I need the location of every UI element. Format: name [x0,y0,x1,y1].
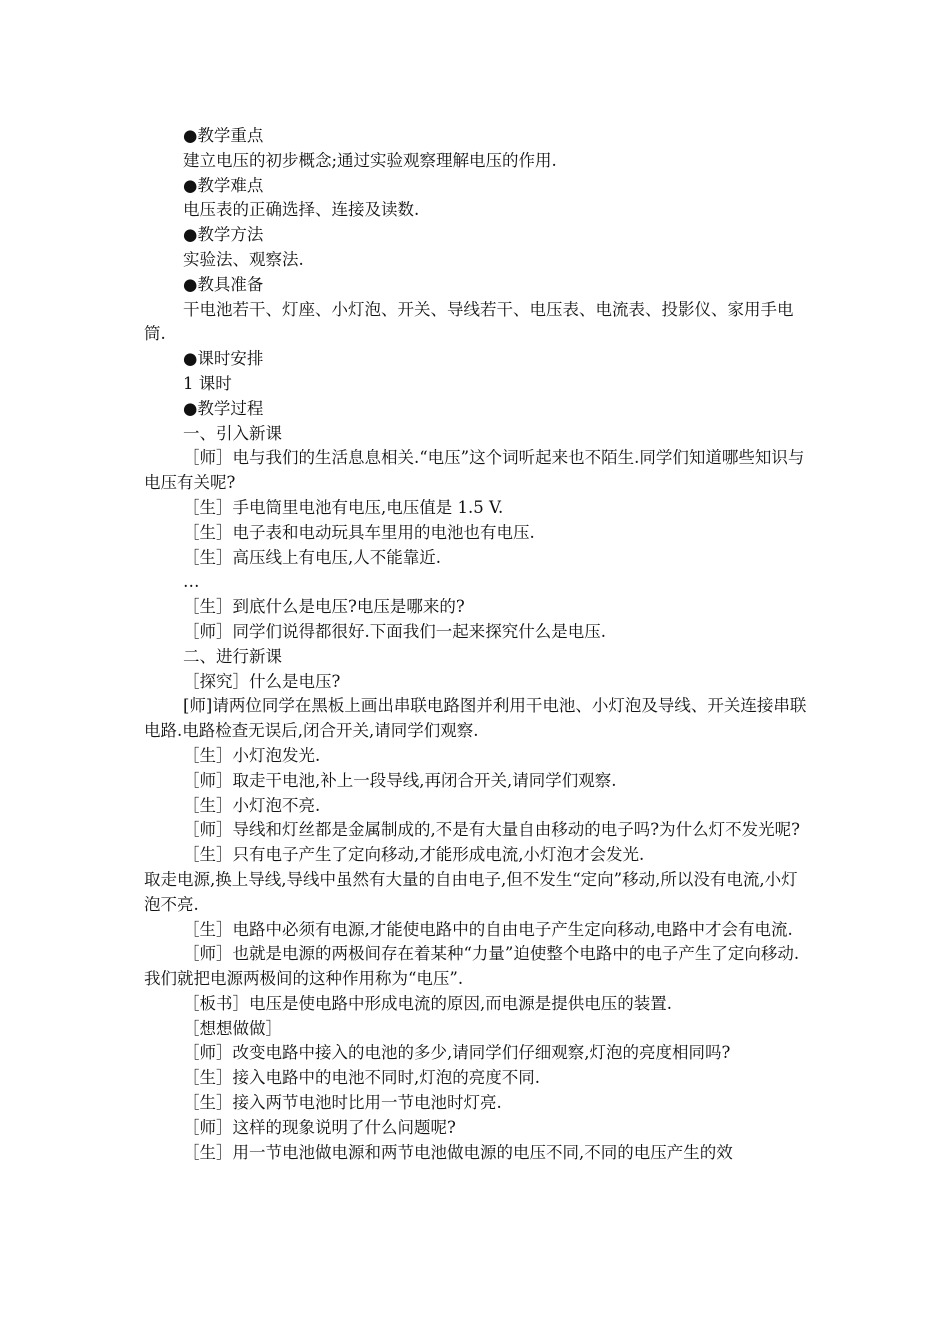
lesson-plan-text [144,124,810,1165]
text-line: ●教学过程 [183,398,264,418]
text-line: ［生］接入两节电池时比用一节电池时灯亮. [183,1093,502,1113]
text-line: ［师］取走干电池,补上一段导线,再闭合开关,请同学们观察. [183,770,617,790]
text-line: ●教学重点 [183,126,264,145]
text-line: ［生］小灯泡发光. [183,745,321,765]
text-line: ［探究］什么是电压? [183,671,341,691]
text-line: [师]请两位同学在黑板上画出串联电路图并利用干电池、小灯泡及导线、开关连接串联电路.电路检查无误后,闭合开关,请同学们观察. [144,696,807,741]
text-line: 一、引入新课 [183,423,282,443]
text-line: ［生］小灯泡不亮. [183,795,321,815]
text-line: 实验法、观察法. [183,249,304,269]
text-line: ［生］用一节电池做电源和两节电池做电源的电压不同,不同的电压产生的效 [183,1142,733,1162]
text-line: ［生］电子表和电动玩具车里用的电池也有电压. [183,522,535,542]
text-line: ［师］导线和灯丝都是金属制成的,不是有大量自由移动的电子吗?为什么灯不发光呢? [183,820,800,840]
text-line: 二、进行新课 [183,646,282,666]
text-line: ●教学难点 [183,175,264,195]
text-line: ［师］同学们说得都很好.下面我们一起来探究什么是电压. [183,621,606,641]
text-line: ［师］这样的现象说明了什么问题呢? [183,1117,456,1137]
text-line: ［生］到底什么是电压?电压是哪来的? [183,597,465,617]
text-line: ［生］高压线上有电压,人不能靠近. [183,547,441,567]
text-line: ●课时安排 [183,349,264,369]
text-line: ［师］电与我们的生活息息相关.“电压”这个词听起来也不陌生.同学们知道哪些知识与电压有关呢? [144,448,805,493]
text-line: 干电池若干、灯座、小灯泡、开关、导线若干、电压表、电流表、投影仪、家用手电筒. [144,299,794,344]
text-line: … [183,572,200,592]
text-line: ●教具准备 [183,274,264,294]
text-line: ●教学方法 [183,225,264,245]
text-line: ［生］接入电路中的电池不同时,灯泡的亮度不同. [183,1068,540,1088]
text-line: ［师］改变电路中接入的电池的多少,请同学们仔细观察,灯泡的亮度相同吗? [183,1043,731,1063]
text-line: 1 课时 [183,373,232,393]
text-line: ［生］电路中必须有电源,才能使电路中的自由电子产生定向移动,电路中才会有电流. [183,919,793,939]
text-line: 电压表的正确选择、连接及读数. [183,200,420,220]
text-line: ［生］只有电子产生了定向移动,才能形成电流,小灯泡才会发光. [183,845,645,865]
text-line: 建立电压的初步概念;通过实验观察理解电压的作用. [183,150,557,170]
text-line: 取走电源,换上导线,导线中虽然有大量的自由电子,但不发生“定向”移动,所以没有电流,小灯泡不亮. [144,869,798,914]
text-line: ［板书］电压是使电路中形成电流的原因,而电源是提供电压的装置. [183,993,672,1013]
text-line: ［想想做做］ [183,1018,282,1038]
text-line: ［生］手电筒里电池有电压,电压值是 1.5 V. [183,497,504,517]
text-line: ［师］也就是电源的两极间存在着某种“力量”迫使整个电路中的电子产生了定向移动.我们就把电源两极间的这种作用称为“电压”. [144,944,800,989]
